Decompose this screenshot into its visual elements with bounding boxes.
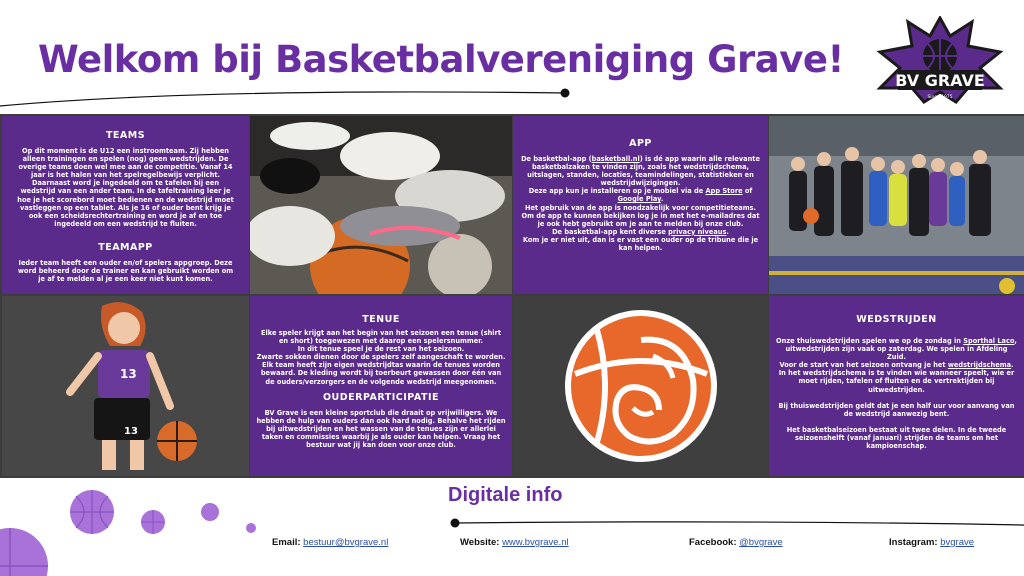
- tenue-panel: [250, 296, 512, 476]
- decorative-balls: [0, 480, 260, 576]
- lion-ball-icon: [513, 296, 768, 476]
- wedstrijden-title: WEDSTRIJDEN: [856, 314, 937, 325]
- footer-facebook: Facebook: @bvgrave: [689, 537, 783, 548]
- jersey-number-shorts: 13: [124, 426, 138, 437]
- app-text-4: De basketbal-app kent diverse privacy niveaus.: [552, 227, 729, 236]
- wedstrijdschema-link[interactable]: wedstrijdschema: [947, 361, 1012, 370]
- sporthal-laco-link[interactable]: Sporthal Laco: [963, 337, 1015, 345]
- ouder-title: OUDERPARTICIPATIE: [322, 391, 440, 403]
- shoes-illustration: [250, 116, 512, 294]
- teams-text: Op dit moment is de U12 een instroomteam. Zij hebben alleen trainingen en spelen (nog) geen wedstrijden. De overige teams doen wel mee aan de competitie. Vanaf 14 jaar is het halen van het spelregelbewijs verplicht. Daarnaast word je ingedeeld om te tafelen bij een wedstrijd van een ander team. In de tafeltraining leer je hoe je het scorebord moet bedienen en de wedstrijd moet vastleggen op een tablet. Als je 16 of ouder bent krijg je ook een scheidsrechtertraining en word je af en toe ingedeeld om een wedstrijd te fluiten.: [17, 147, 234, 228]
- logo-text: BV GRAVE: [895, 71, 985, 90]
- lion-ball-graphic: [513, 296, 768, 476]
- app-panel: [513, 116, 768, 294]
- teamapp-title: TEAMAPP: [98, 241, 153, 253]
- logo-subtext: Since 1975: [927, 95, 953, 100]
- player-photo: [2, 296, 249, 476]
- wedstrijden-panel: [769, 296, 1024, 476]
- wedstrijden-text-1: Onze thuiswedstrijden spelen we op de zondag in Sporthal Laco, uitwedstrijden zijn vaak op zaterdag. We spelen in Afdeling Zuid.: [776, 337, 1017, 362]
- footer-email: Email: bestuur@bvgrave.nl: [272, 537, 389, 548]
- app-store-link[interactable]: App Store: [705, 187, 743, 196]
- jersey-number-top: 13: [120, 367, 137, 381]
- team-illustration: [769, 116, 1024, 294]
- tenue-text-1: Elke speler krijgt aan het begin van het seizoen een tenue (shirt en short) toegewezen met daarop een spelersnummer.: [261, 329, 501, 346]
- instagram-link[interactable]: bvgrave: [940, 537, 975, 548]
- info-grid: [0, 114, 1024, 478]
- teamapp-text: Ieder team heeft een ouder en/of spelers appgroep. Deze word beheerd door de trainer en kan gebruikt worden om je af te melden al je een keer niet kunt komen.: [17, 258, 234, 284]
- header-divider-curve: [0, 80, 590, 110]
- email-link[interactable]: bestuur@bvgrave.nl: [303, 537, 389, 548]
- shoes-photo: [250, 116, 512, 294]
- app-text-3: Het gebruik van de app is noodzakelijk voor competitieteams. Om de app te kunnen bekijken log je in met het e-mailadres dat je ook hebt gebruikt om je aan te melden bij onze club.: [521, 203, 760, 228]
- tenue-text-2: In dit tenue speel je de rest van het seizoen.: [297, 345, 465, 354]
- digital-info-title: Digitale info: [448, 484, 563, 506]
- wedstrijden-text-2: Voor de start van het seizoen ontvang je het wedstrijdschema. In het wedstrijdschema is te vinden wie wanneer speelt, wie er moet rijden, tafelen of fluiten en de vertrektijden bij uitwedstrijden.: [778, 361, 1015, 394]
- tenue-title: TENUE: [362, 314, 400, 325]
- player-illustration: [2, 296, 249, 476]
- app-text-1: De basketbal-app (basketball.nl) is dé app waarin alle relevante basketbalzaken te vinden zijn, zoals het wedstrijdschema, uitslagen, standen, locaties, teamindelingen, statistieken en wedstrijdwijzigingen.: [521, 155, 760, 188]
- tenue-text-3: Zwarte sokken dienen door de spelers zelf aangeschaft te worden. Elk team heeft zijn eigen wedstrijdtas waarin de tenues worden bewaard. De kleding wordt bij toerbeurt gewassen door één van de ouders/verzorgers en de volgende wedstrijd meegenomen.: [256, 353, 506, 386]
- footer-website: Website: www.bvgrave.nl: [460, 537, 569, 548]
- page-title: Welkom bij Basketbalvereniging Grave!: [38, 38, 844, 81]
- teams-title: TEAMS: [105, 130, 146, 141]
- team-photo: [769, 116, 1024, 294]
- google-play-link[interactable]: Google Play: [617, 195, 661, 204]
- app-title: APP: [629, 138, 652, 149]
- wedstrijden-text-4: Het basketbalseizoen bestaat uit twee delen. In de tweede seizoenshelft (vanaf januari) strijden de teams om het kampioenschap.: [786, 425, 1007, 451]
- privacy-link[interactable]: privacy niveaus: [668, 227, 727, 236]
- bv-grave-logo: [876, 16, 1004, 104]
- app-text-5: Kom je er niet uit, dan is er vast een ouder op de tribune die je kan helpen.: [522, 235, 759, 253]
- footer-divider-line: [450, 516, 1024, 530]
- basketball-nl-link[interactable]: basketball.nl: [591, 155, 640, 163]
- footer-instagram: Instagram: bvgrave: [889, 537, 975, 548]
- facebook-link[interactable]: @bvgrave: [739, 537, 783, 548]
- app-text-2: Deze app kun je installeren op je mobiel via de App Store of Google Play.: [528, 187, 753, 204]
- website-link[interactable]: www.bvgrave.nl: [502, 537, 569, 548]
- ouder-text: BV Grave is een kleine sportclub die draait op vrijwilligers. We hebben de hulp van ouders dan ook hard nodig. Behalve het rijden bij uitwedstrijden en het wassen van de tenues zijn er allerlei taken en commissies waarbij je als ouder kan helpen. Vraag het bestuur wat jij kan doen voor onze club.: [256, 408, 506, 450]
- teams-panel: [2, 116, 249, 294]
- wedstrijden-text-3: Bij thuiswedstrijden geldt dat je een half uur voor aanvang van de wedstrijd aanwezig bent.: [778, 401, 1015, 418]
